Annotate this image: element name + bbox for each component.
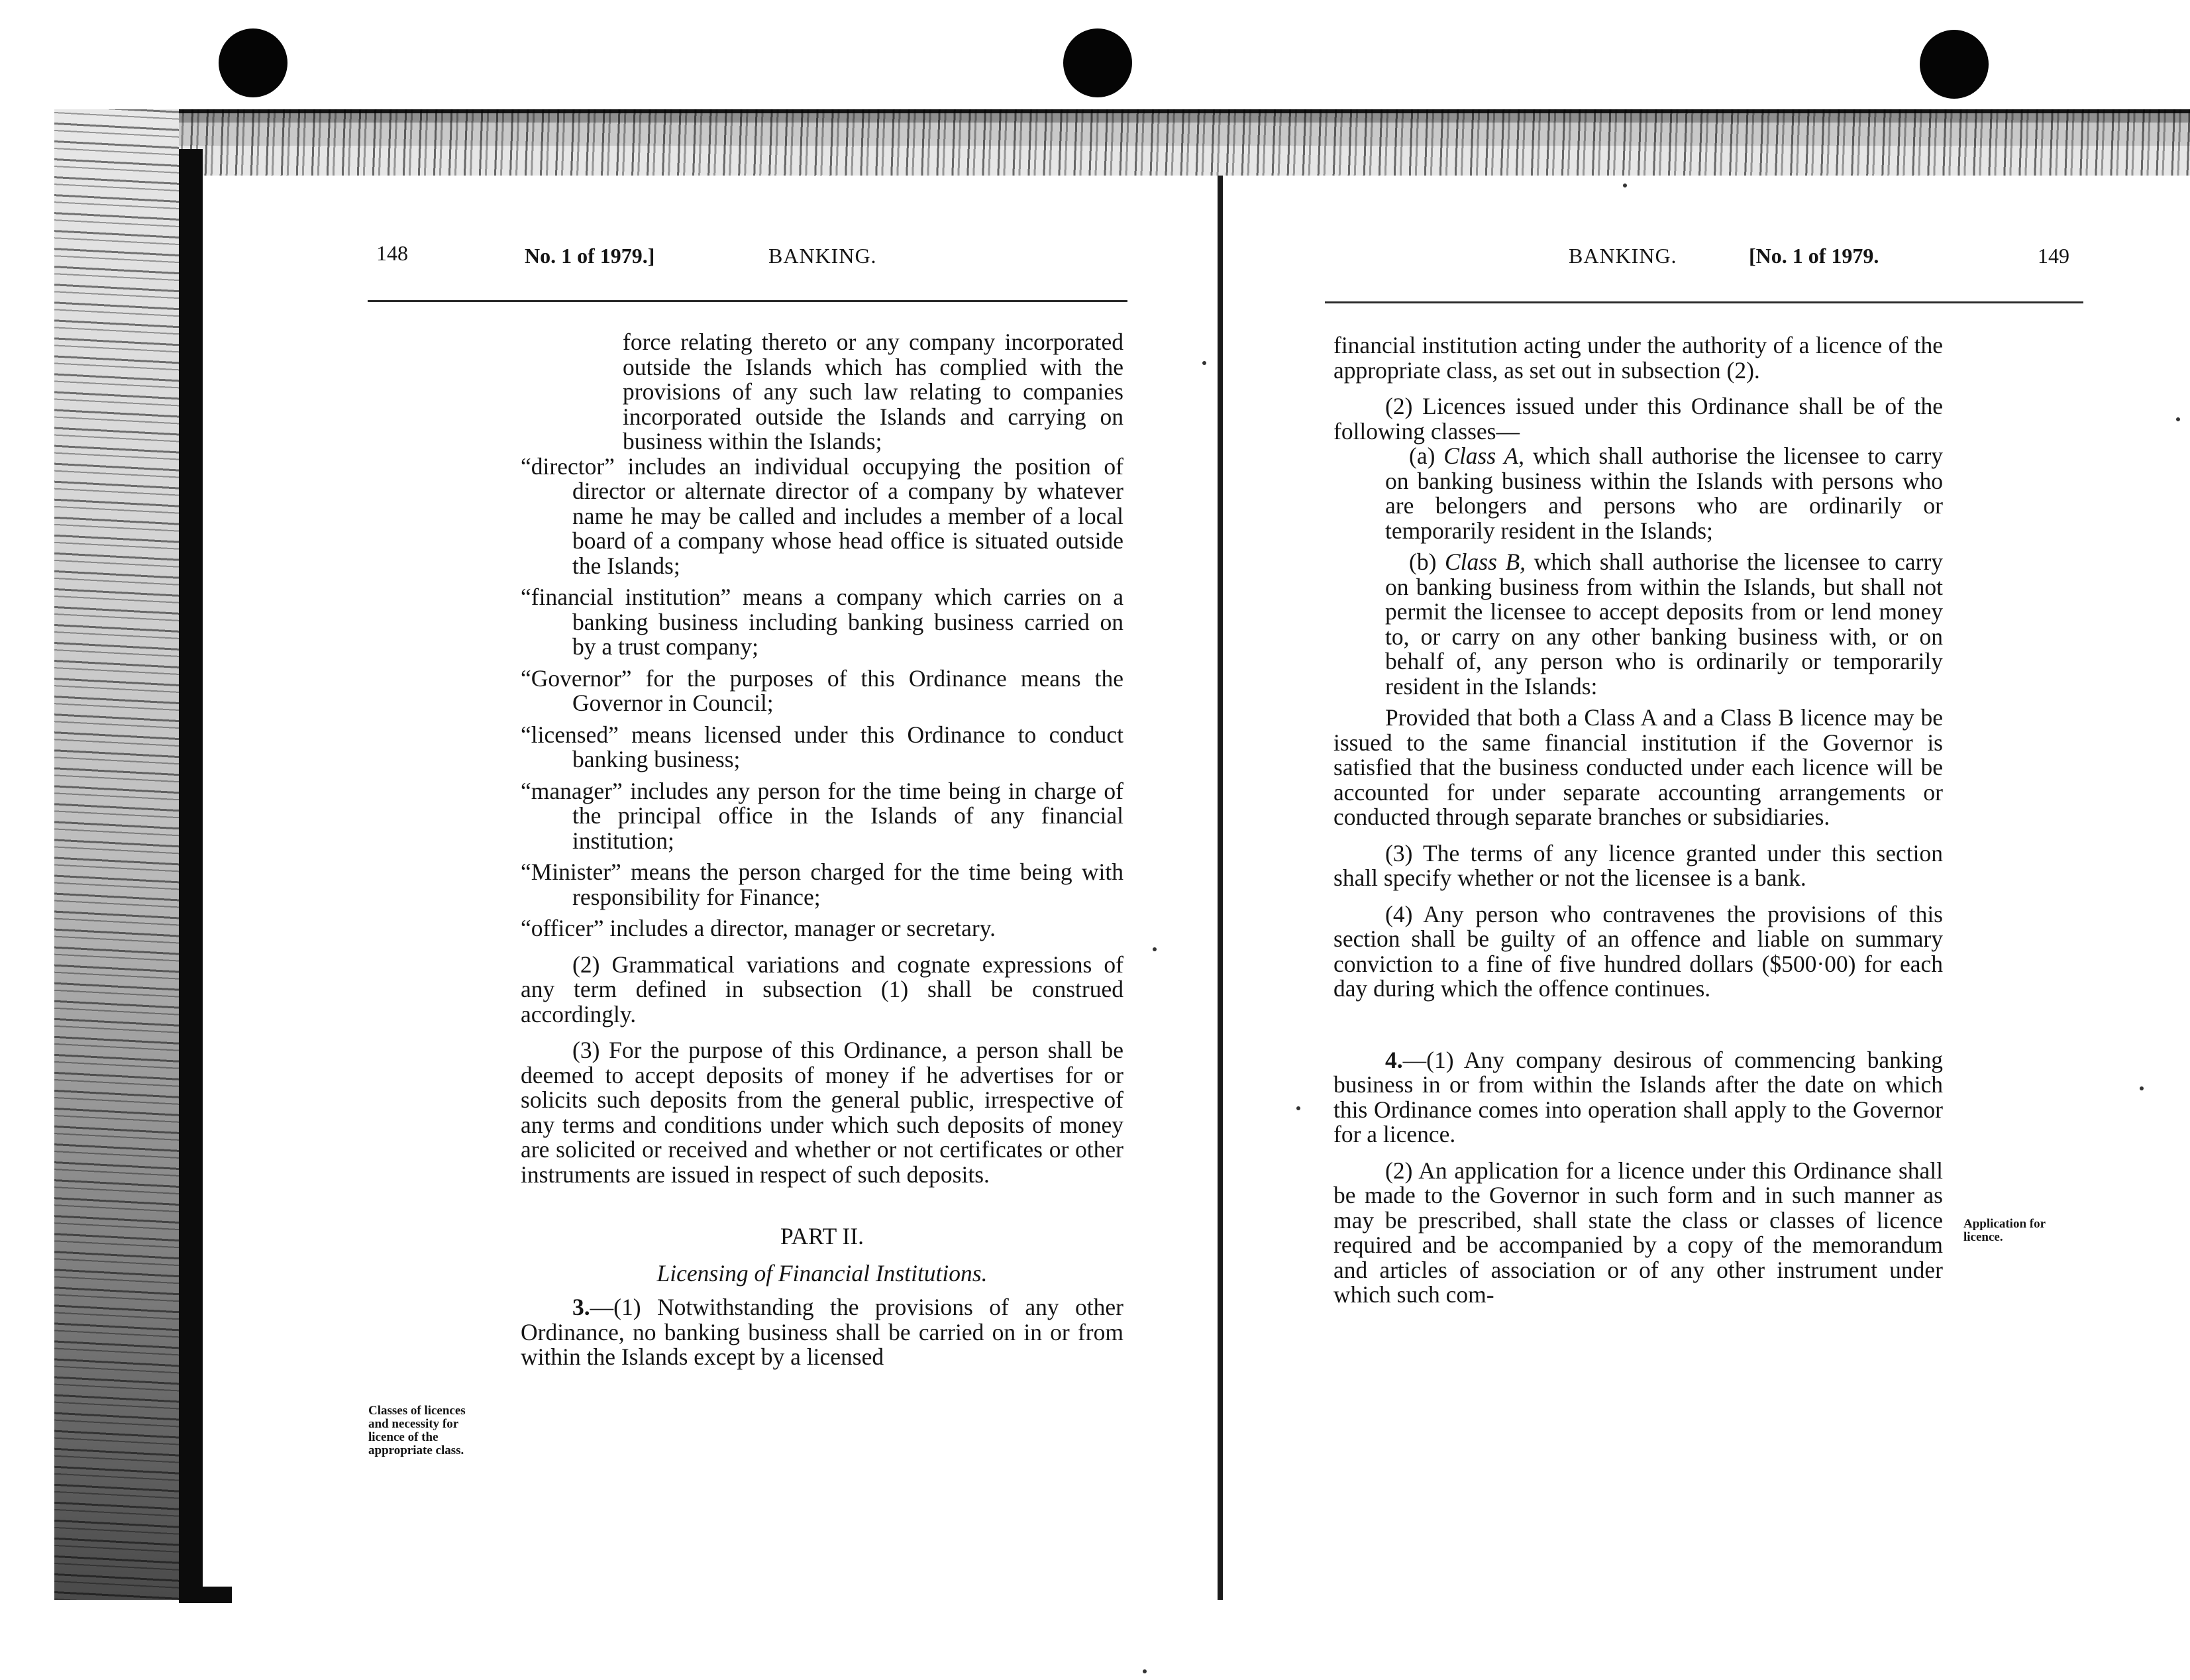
section-4-subsection-2: (2) An application for a licence under this Ordinance shall be made to the Governor in such form and in such manner as may be prescribed, shall state the class or classes of licence required and be accompanied by a copy of the memorandum and articles of association or of any other instrument under which such com- xyxy=(1333,1157,1943,1308)
section-3-paragraph xyxy=(521,1295,1123,1370)
scan-speck xyxy=(2176,417,2180,421)
class-b-name: Class B, xyxy=(1444,549,1526,575)
subsection-2-intro: (2) Licences issued under this Ordinance shall be of the following classes— xyxy=(1333,393,1943,445)
subsection-2: (2) Grammatical variations and cognate expressions of any term defined in subsection (1) shall be construed accordingly. xyxy=(521,951,1123,1027)
page-border-left xyxy=(179,149,203,1603)
left-text-column xyxy=(521,330,1123,1370)
subsection-3: (3) The terms of any licence granted under this section shall specify whether or not the licensee is a bank. xyxy=(1333,839,1943,891)
part-subheading: Licensing of Financial Institutions. xyxy=(656,1259,988,1286)
header-rule xyxy=(1325,301,2083,303)
scan-speck xyxy=(1153,947,1157,951)
class-b-clause xyxy=(1333,550,1943,699)
definition-continued: force relating thereto or any company incorporated outside the Islands which has complied with the provisions of any such law relating to companies incorporated outside the Islands and carrying on business within the Islands; xyxy=(623,329,1123,454)
ordinance-reference: No. 1 of 1979.] xyxy=(525,244,655,268)
definition-manager: “manager” includes any person for the time being in charge of the principal office in the Islands of any financial institution; xyxy=(521,777,1123,854)
class-a-text: which shall authorise the licensee to carry on banking business within the Islands with persons who are belongers and persons who are ordinarily or temporarily resident in the Islands; xyxy=(1385,443,1944,544)
section-3-text: —(1) Notwithstanding the provisions of any other Ordinance, no banking business shall be carried on in or from within the Islands except by a licensed xyxy=(521,1294,1123,1370)
page-number: 148 xyxy=(376,241,408,265)
definition-director: “director” includes an individual occupying the position of director or alternate director of a company by whatever name he may be called and includes a member of a local board of a company whose head office is situated outside the Islands; xyxy=(521,452,1123,579)
class-a-name: Class A, xyxy=(1443,443,1524,469)
punch-hole xyxy=(1920,30,1989,99)
scan-speck xyxy=(1202,361,1206,365)
page-number: 149 xyxy=(2038,244,2069,268)
page-border-foot xyxy=(179,1587,232,1603)
margin-note-application: Application for licence. xyxy=(1963,1217,2046,1244)
scan-speck xyxy=(1143,1669,1147,1673)
class-b-label: (b) xyxy=(1409,549,1437,575)
definition-licensed: “licensed” means licensed under this Ordinance to conduct banking business; xyxy=(521,721,1123,772)
right-text-column xyxy=(1333,333,1943,1308)
class-b-text: which shall authorise the licensee to carry on banking business from within the Islands, but shall not permit the licensee to accept deposits from or lend money to, or carry on any other banking business with, or on behalf of, any person who is ordinarily or temporarily resident in the Islands: xyxy=(1385,549,1944,700)
section-3-number: 3. xyxy=(572,1294,590,1320)
class-a-clause xyxy=(1333,444,1943,543)
definition-minister: “Minister” means the person charged for the time being with responsibility for Finance; xyxy=(521,859,1123,910)
section-4-text: —(1) Any company desirous of commencing banking business in or from within the Islands after the date on which this Ordinance comes into operation shall apply to the Governor for a licence. xyxy=(1333,1046,1943,1147)
scan-speck xyxy=(1623,184,1627,187)
ordinance-reference: [No. 1 of 1979. xyxy=(1749,244,1879,268)
subsection-3: (3) For the purpose of this Ordinance, a person shall be deemed to accept deposits of money if he advertises for or solicits such deposits from the general public, irrespective of any terms and conditions under which such deposits of money are solicited or received and whether or not certificates or other instruments are issued in respect of such deposits. xyxy=(521,1037,1123,1188)
section-4-number: 4. xyxy=(1385,1046,1403,1073)
class-a-label: (a) xyxy=(1409,443,1435,469)
scan-speck xyxy=(1296,1106,1300,1110)
running-title: BANKING. xyxy=(768,244,877,268)
proviso: Provided that both a Class A and a Class B licence may be issued to the same financial institution if the Governor is satisfied that the business conducted under each licence will be accounted for under separate accounting arrangements or conducted through separate branches or subsidiaries. xyxy=(1333,704,1943,830)
margin-note-classes: Classes of licences and necessity for licence of the appropriate class. xyxy=(368,1404,466,1457)
book-gutter xyxy=(1218,176,1223,1600)
scan-speck xyxy=(2140,1086,2144,1090)
definition-financial-institution: “financial institution” means a company which carries on a banking business including banking business carried on by a trust company; xyxy=(521,584,1123,660)
continued-text: financial institution acting under the authority of a licence of the appropriate class, as set out in subsection (2). xyxy=(1333,332,1943,384)
punch-hole xyxy=(1063,28,1132,97)
scan-edge-top xyxy=(54,109,2190,176)
subsection-4: (4) Any person who contravenes the provisions of this section shall be guilty of an offence and liable on summary conviction to a fine of five hundred dollars ($500·00) for each day during which the offence continues. xyxy=(1333,900,1943,1002)
running-title: BANKING. xyxy=(1569,244,1677,268)
header-rule xyxy=(368,300,1127,302)
part-heading: PART II. xyxy=(780,1223,864,1249)
definition-officer: “officer” includes a director, manager or secretary. xyxy=(521,915,996,941)
punch-hole xyxy=(219,28,287,97)
scan-edge-left xyxy=(54,109,179,1600)
definition-governor: “Governor” for the purposes of this Ordinance means the Governor in Council; xyxy=(521,664,1123,716)
section-4-paragraph xyxy=(1333,1048,1943,1147)
